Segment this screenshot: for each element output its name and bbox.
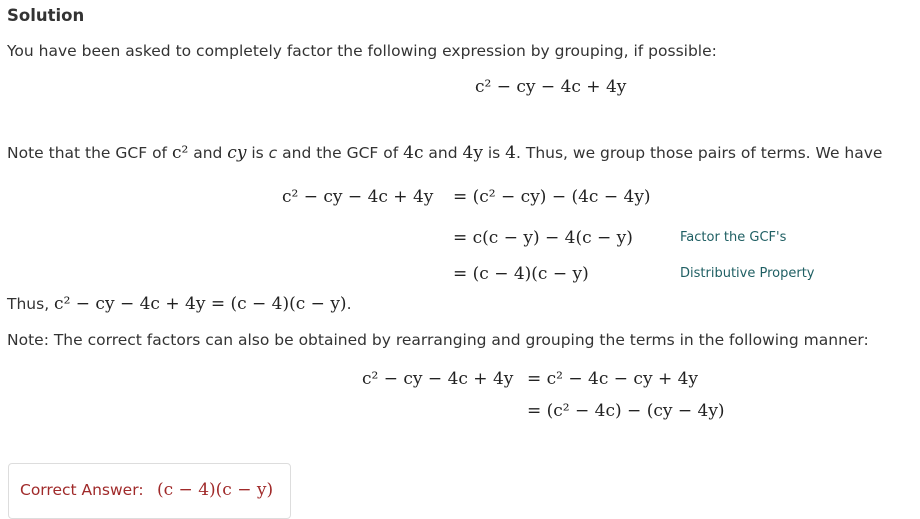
solution-heading: Solution: [7, 6, 85, 25]
step-1-rhs: = (c² − cy) − (4c − 4y): [453, 187, 651, 207]
gcf-note-math: 4: [505, 143, 516, 163]
intro-text: You have been asked to completely factor the following expression by grouping, if possible:: [7, 42, 717, 60]
conclusion-math: c² − cy − 4c + 4y = (c − 4)(c − y): [54, 294, 347, 314]
gcf-note-math: 4c: [403, 143, 424, 163]
gcf-note-text: and the GCF of: [277, 144, 404, 162]
gcf-note-math: cy: [227, 143, 247, 163]
alt-step-1-rhs: = c² − 4c − cy + 4y: [527, 369, 699, 389]
alt-step-1-lhs: c² − cy − 4c + 4y: [362, 369, 514, 389]
step-1-lhs: c² − cy − 4c + 4y: [282, 187, 434, 207]
conclusion: [7, 293, 352, 315]
gcf-note-math: 4y: [462, 143, 483, 163]
gcf-note-text: and: [188, 144, 228, 162]
gcf-note-text: is: [246, 144, 269, 162]
gcf-note-text: . Thus, we group those pairs of terms. We have: [516, 144, 883, 162]
conclusion-prefix: Thus,: [7, 295, 55, 313]
correct-answer-value: (c − 4)(c − y): [157, 480, 274, 500]
expression: c² − cy − 4c + 4y: [475, 77, 627, 97]
step-2-rhs: = c(c − y) − 4(c − y): [453, 228, 633, 248]
gcf-note: [7, 142, 882, 164]
gcf-note-math: c: [268, 144, 278, 162]
gcf-note-math: c²: [171, 143, 189, 163]
step-3-reason: Distributive Property: [680, 266, 815, 281]
alt-note: Note: The correct factors can also be obtained by rearranging and grouping the terms in the following manner:: [7, 331, 869, 349]
alt-step-2-rhs: = (c² − 4c) − (cy − 4y): [527, 401, 725, 421]
step-3-rhs: = (c − 4)(c − y): [453, 264, 589, 284]
step-2-reason: Factor the GCF's: [680, 230, 787, 245]
gcf-note-text: and: [423, 144, 463, 162]
conclusion-suffix: .: [346, 295, 352, 313]
gcf-note-text: Note that the GCF of: [7, 144, 172, 162]
correct-answer-box: [8, 463, 291, 519]
correct-answer-label: Correct Answer:: [20, 481, 144, 499]
gcf-note-text: is: [482, 144, 506, 162]
